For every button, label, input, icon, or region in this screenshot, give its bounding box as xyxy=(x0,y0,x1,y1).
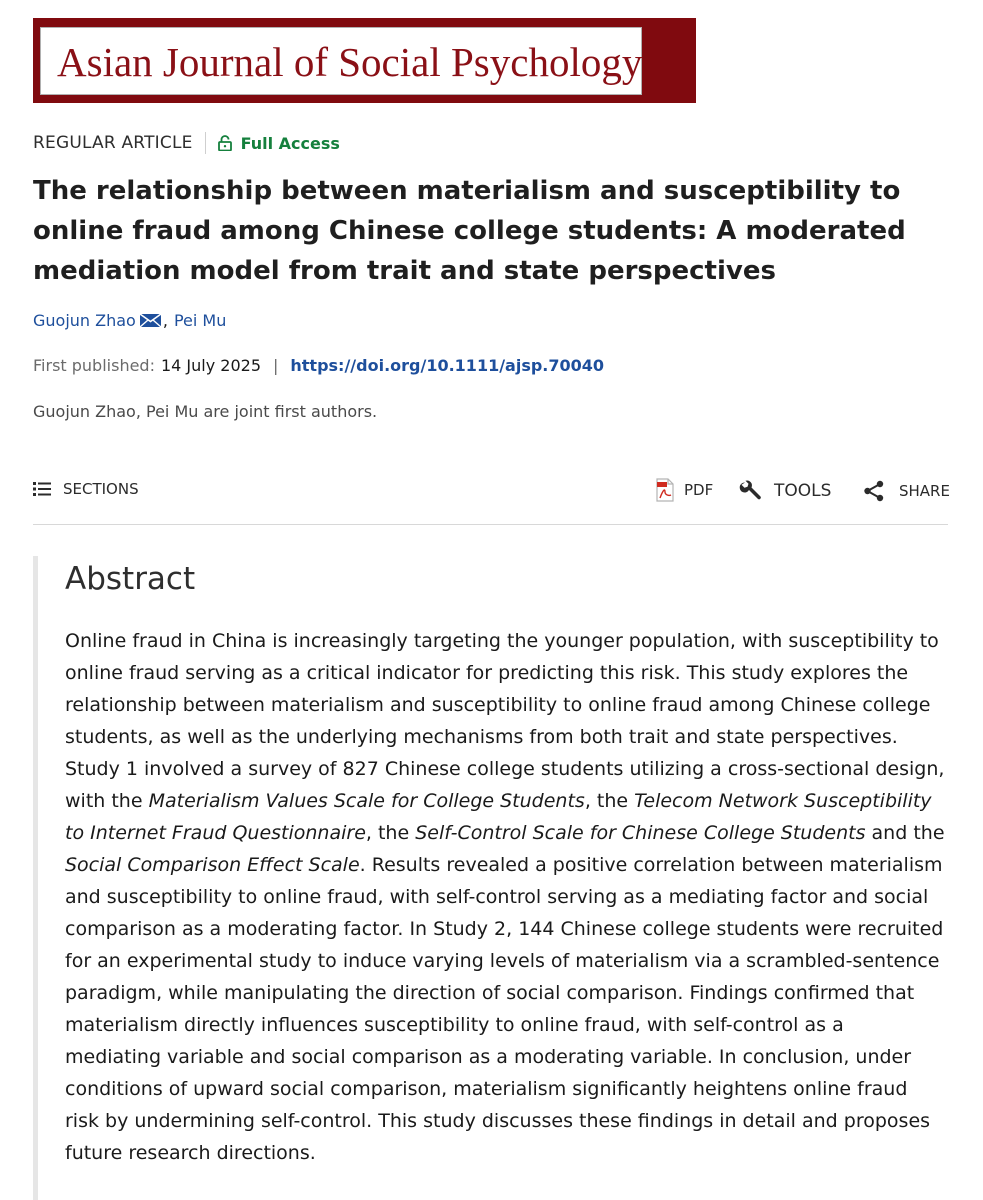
doi-link[interactable]: https://doi.org/10.1111/ajsp.70040 xyxy=(290,356,605,375)
tools-button[interactable] xyxy=(736,478,831,504)
abstract-text xyxy=(65,625,945,1169)
pipe-separator: | xyxy=(273,356,279,375)
meta-divider xyxy=(205,132,206,154)
pdf-label: PDF xyxy=(684,481,714,499)
abstract-part-2: . Results revealed a positive correlation between materialism and susceptibility to online fraud, with self-control serving as a mediating factor and social comparison as a moderating factor. In Study 2, 144 Chinese college students were recruited for an experimental study to induce varying levels of materialism via a scrambled-sentence paradigm, while manipulating the direction of social comparison. Findings confirmed that materialism directly influences susceptibility to online fraud, with self-control as a mediating variable and social comparison as a moderating variable. In conclusion, under conditions of upward social comparison, materialism significantly heightens online fraud risk by undermining self-control. This study discusses these findings in detail and proposes future research directions. xyxy=(65,854,944,1164)
abstract-side-rule xyxy=(33,556,38,1200)
article-title: The relationship between materialism and susceptibility to online fraud among Chinese college students: A moderated mediation model from trait and state perspectives xyxy=(33,176,906,286)
abstract-heading: Abstract xyxy=(65,561,196,597)
author-list xyxy=(33,311,226,330)
article-type: REGULAR ARTICLE xyxy=(33,133,193,153)
pdf-button[interactable] xyxy=(655,478,713,502)
abstract-sep-1: , the xyxy=(584,790,635,812)
pdf-icon xyxy=(655,478,675,502)
first-published-label: First published: xyxy=(33,356,155,375)
access-badge: Full Access xyxy=(240,133,340,153)
journal-banner-inner xyxy=(40,27,642,95)
share-icon xyxy=(863,480,885,502)
share-label: SHARE xyxy=(899,482,950,500)
tools-label: TOOLS xyxy=(774,481,832,501)
journal-name: Asian Journal of Social Psychology xyxy=(57,39,643,85)
share-button[interactable] xyxy=(863,480,950,502)
scale-social-comparison: Social Comparison Effect Scale xyxy=(65,854,360,876)
author-link-guojun-zhao[interactable]: Guojun Zhao xyxy=(33,311,136,330)
lock-open-icon xyxy=(218,135,232,151)
mail-icon[interactable] xyxy=(139,313,162,328)
scale-self-control: Self-Control Scale for Chinese College Students xyxy=(415,822,866,844)
abstract-sep-2: , the xyxy=(365,822,416,844)
author-link-pei-mu[interactable]: Pei Mu xyxy=(173,311,227,330)
list-icon xyxy=(33,482,51,496)
scale-telecom-fraud: Telecom Network Susceptibility to Internet Fraud Questionnaire xyxy=(65,790,932,844)
sections-button[interactable] xyxy=(33,480,139,498)
article-toolbar xyxy=(33,468,948,512)
abstract-part-1: Online fraud in China is increasingly targeting the younger population, with susceptibility to online fraud serving as a critical indicator for predicting this risk. This study explores the relationship between materialism and susceptibility to online fraud among Chinese college students, as well as the underlying mechanisms from both trait and state perspectives. Study 1 involved a survey of 827 Chinese college students utilizing a cross-sectional design, with the xyxy=(65,630,945,812)
article-meta-row xyxy=(33,131,340,155)
abstract-sep-3: and the xyxy=(865,822,945,844)
publication-row xyxy=(33,356,604,375)
wrench-icon xyxy=(736,478,762,504)
scale-materialism: Materialism Values Scale for College Students xyxy=(148,790,585,812)
journal-banner[interactable] xyxy=(33,18,696,103)
joint-author-note: Guojun Zhao, Pei Mu are joint first authors. xyxy=(33,402,378,421)
first-published-date: 14 July 2025 xyxy=(160,356,261,375)
toolbar-divider xyxy=(33,524,948,525)
author-separator: , xyxy=(162,311,168,330)
sections-label: SECTIONS xyxy=(63,480,139,498)
